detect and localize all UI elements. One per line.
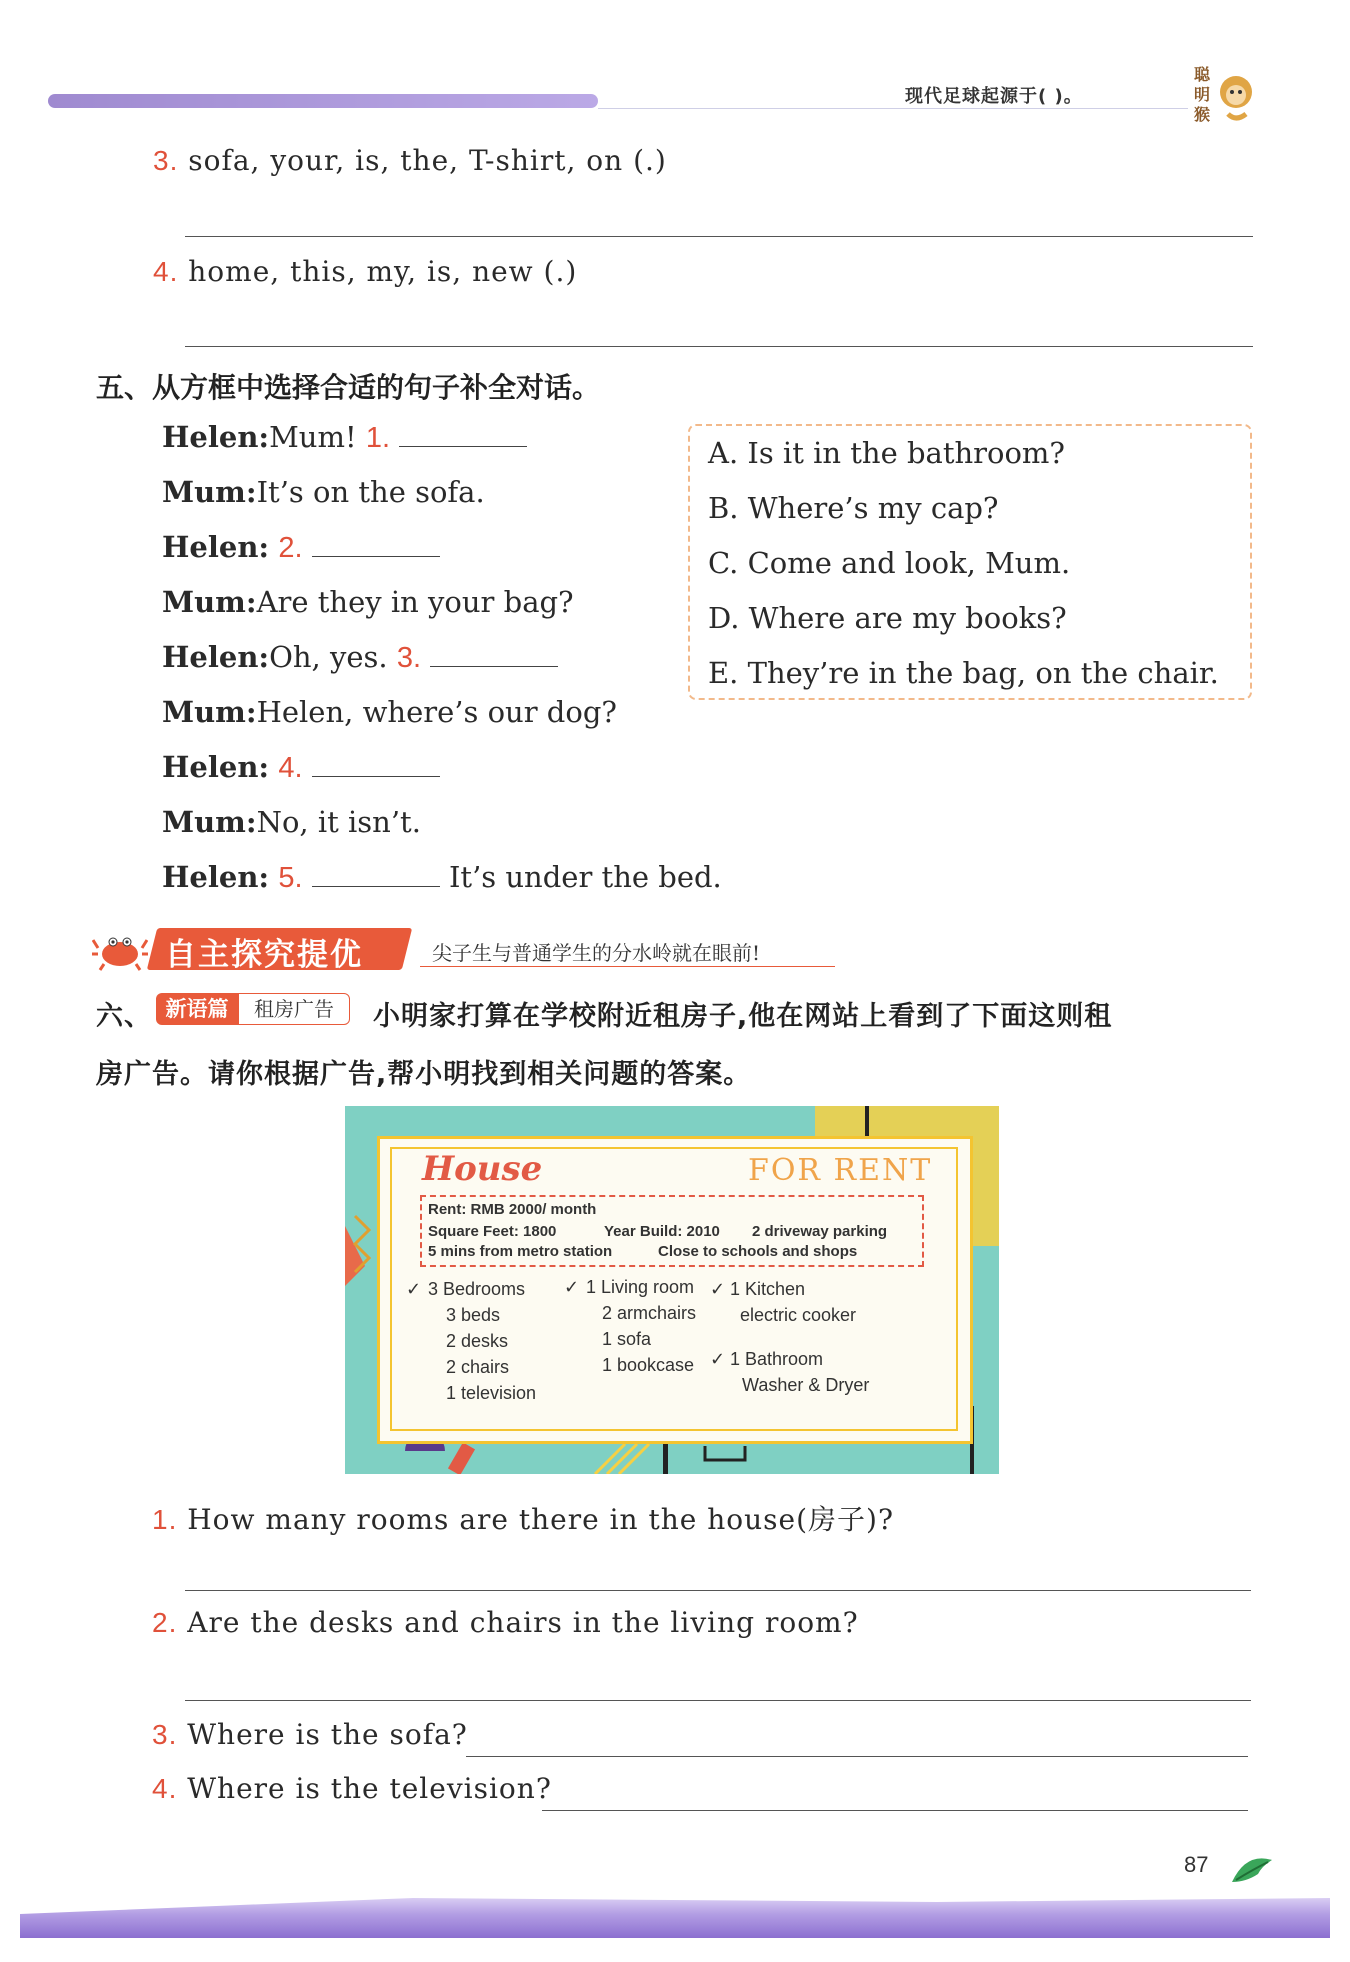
ad-bedrooms-title: 3 Bedrooms (428, 1279, 526, 1299)
dialogue-line: Mum:Helen, where’s our dog? (162, 695, 617, 729)
blank-4[interactable] (312, 775, 440, 777)
ad-info-box (420, 1195, 924, 1267)
blank-3[interactable] (430, 665, 558, 667)
crab-icon (92, 926, 148, 976)
answer-line[interactable] (185, 1590, 1251, 1591)
ad-living-item: 1 bookcase (602, 1355, 695, 1375)
question-text: Are the desks and chairs in the living room? (187, 1606, 859, 1639)
leaf-icon (1228, 1848, 1278, 1892)
ad-card (377, 1136, 973, 1444)
header-rule (598, 108, 1188, 109)
ad-living-item: 2 armchairs (602, 1303, 697, 1323)
question-2 (152, 1606, 859, 1639)
explore-underline (420, 966, 835, 967)
ad-living-item: 1 sofa (602, 1329, 652, 1349)
reorder-item-4 (153, 255, 577, 288)
question-4 (152, 1772, 552, 1805)
dialogue-line: Helen:Mum! 1. (162, 420, 527, 455)
question-text: Where is the television? (187, 1772, 552, 1805)
ad-bedrooms-item: 1 television (446, 1383, 537, 1403)
check-icon: ✓ (564, 1277, 580, 1297)
ad-metro: 5 mins from metro station (428, 1243, 613, 1260)
ad-year: Year Build: 2010 (604, 1223, 720, 1240)
blank-5[interactable] (312, 885, 440, 887)
dialogue-line: Helen: 4. (162, 750, 440, 785)
item-number: 4. (153, 256, 179, 287)
ad-bathroom-title: 1 Bathroom (730, 1349, 824, 1369)
footer-bar (20, 1898, 1330, 1938)
explore-title: 自主探究提优 (165, 937, 363, 973)
question-number: 4. (152, 1773, 178, 1804)
dialogue-line: Mum:Are they in your bag? (162, 585, 574, 619)
question-3 (152, 1718, 468, 1751)
option-e: E. They’re in the bag, on the chair. (708, 656, 1219, 690)
ad-kitchen-title: 1 Kitchen (730, 1279, 806, 1299)
topic-tag: 租房广告 (238, 993, 350, 1025)
item-number: 3. (153, 145, 179, 176)
section-6-line-1: 小明家打算在学校附近租房子,他在网站上看到了下面这则租 (373, 1001, 1113, 1032)
answer-line[interactable] (185, 346, 1253, 347)
ad-sqft: Square Feet: 1800 (428, 1223, 557, 1240)
ad-close: Close to schools and shops (658, 1243, 858, 1260)
check-icon: ✓ (406, 1279, 422, 1299)
answer-line[interactable] (185, 236, 1253, 237)
question-text: How many rooms are there in the house(房子)? (187, 1503, 894, 1536)
dialogue-line: Helen: 5. It’s under the bed. (162, 860, 722, 894)
check-icon: ✓ (710, 1349, 726, 1369)
ad-bedrooms-item: 2 desks (446, 1331, 509, 1351)
section-5-title: 五、从方框中选择合适的句子补全对话。 (96, 371, 601, 404)
ad-for-rent: FOR RENT (748, 1153, 933, 1188)
ad-bedrooms-item: 3 beds (446, 1305, 501, 1325)
question-number: 2. (152, 1607, 178, 1638)
header-quiz-text: 现代足球起源于( )。 (905, 86, 1083, 107)
section-6-prefix: 六、 (96, 1001, 152, 1032)
reorder-item-3 (153, 144, 667, 177)
rent-advertisement (345, 1106, 999, 1474)
option-d: D. Where are my books? (708, 601, 1067, 635)
brand-monkey-logo (1192, 58, 1262, 128)
question-number: 1. (152, 1504, 178, 1535)
question-text: Where is the sofa? (187, 1718, 468, 1751)
answer-line[interactable] (542, 1810, 1248, 1811)
svg-text:猴: 猴 (1194, 105, 1211, 124)
item-words: home, this, my, is, new (.) (188, 255, 578, 288)
blank-2[interactable] (312, 555, 440, 557)
svg-text:明: 明 (1194, 85, 1211, 104)
option-b: B. Where’s my cap? (708, 491, 999, 525)
explore-subtitle: 尖子生与普通学生的分水岭就在眼前! (432, 941, 761, 965)
section-6-line-2: 房广告。请你根据广告,帮小明找到相关问题的答案。 (96, 1059, 752, 1090)
ad-rent: Rent: RMB 2000/ month (428, 1201, 597, 1218)
options-box (688, 424, 1252, 700)
blank-1[interactable] (399, 445, 527, 447)
answer-line[interactable] (185, 1700, 1251, 1701)
option-a: A. Is it in the bathroom? (708, 436, 1065, 470)
option-c: C. Come and look, Mum. (708, 546, 1071, 580)
dialogue-line: Helen:Oh, yes. 3. (162, 640, 558, 675)
ad-kitchen-item: electric cooker (740, 1305, 857, 1325)
answer-line[interactable] (466, 1756, 1248, 1757)
check-icon: ✓ (710, 1279, 726, 1299)
ad-house-title: House (422, 1149, 543, 1189)
ad-bathroom-item: Washer & Dryer (742, 1375, 870, 1395)
svg-text:聪: 聪 (1194, 65, 1211, 84)
ad-parking: 2 driveway parking (752, 1223, 888, 1240)
dialogue-line: Helen: 2. (162, 530, 440, 565)
new-text-tag: 新语篇 (156, 993, 238, 1025)
dialogue-line: Mum:It’s on the sofa. (162, 475, 485, 509)
item-words: sofa, your, is, the, T-shirt, on (.) (188, 144, 667, 177)
header-bar (48, 94, 598, 108)
question-1 (152, 1498, 894, 1538)
ad-living-title: 1 Living room (586, 1277, 695, 1297)
ad-bedrooms-item: 2 chairs (446, 1357, 510, 1377)
question-number: 3. (152, 1719, 178, 1750)
dialogue-line: Mum:No, it isn’t. (162, 805, 421, 839)
page-number: 87 (1184, 1852, 1209, 1877)
